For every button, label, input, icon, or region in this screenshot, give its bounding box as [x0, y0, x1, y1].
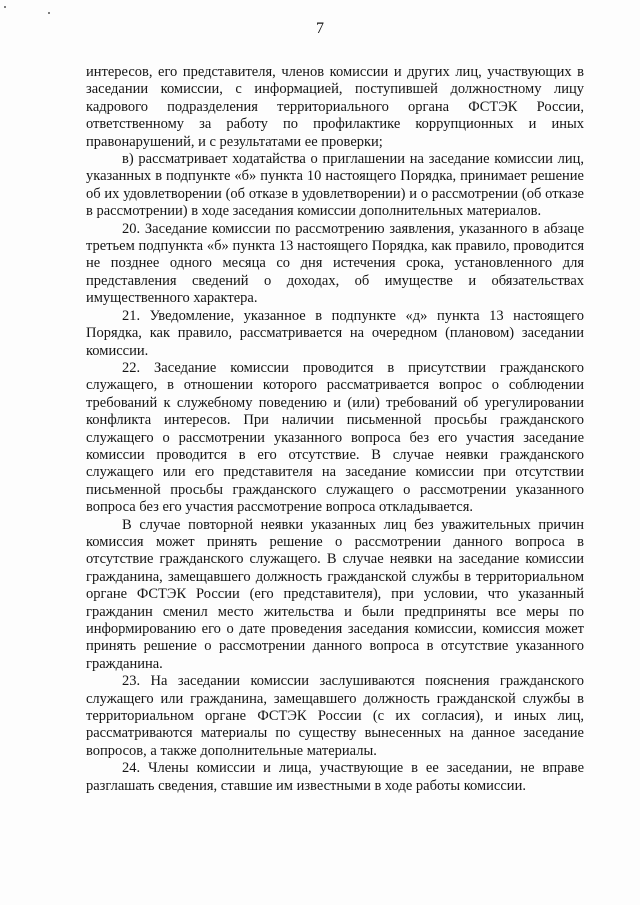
- scan-speck: [4, 6, 6, 8]
- paragraph-item-24: 24. Члены комиссии и лица, участвующие в ее заседании, не вправе разглашать сведения, ставшие им известными в ходе работы комиссии.: [86, 760, 584, 794]
- paragraph-item-23: 23. На заседании комиссии заслушиваются пояснения гражданского служащего или гражданина, замещавшего должность гражданской службы в территориальном органе ФСТЭК России (с их согласия), и иных лиц, рассматриваются материалы по существу вынесенных на данное заседание вопросов, а также дополнительные материалы.: [86, 673, 584, 759]
- scan-speck: [48, 12, 50, 14]
- paragraph-subitem-v: в) рассматривает ходатайства о приглашении на заседание комиссии лиц, указанных в подпункте «б» пункта 10 настоящего Порядка, принимает решение об их удовлетворении (об отказе в удовлетворении) и о рассмотрении (об отказе в рассмотрении) в ходе заседания комиссии дополнительных материалов.: [86, 151, 584, 220]
- paragraph-continuation: интересов, его представителя, членов комиссии и других лиц, участвующих в заседании комиссии, с информацией, поступившей должностному лицу кадрового подразделения территориального органа ФСТЭК России, ответственному за работу по профилактике коррупционных и иных правонарушений, и с результатами ее проверки;: [86, 64, 584, 150]
- paragraph-item-21: 21. Уведомление, указанное в подпункте «д» пункта 13 настоящего Порядка, как правило, рассматривается на очередном (плановом) заседании комиссии.: [86, 307, 584, 359]
- paragraph-item-22: 22. Заседание комиссии проводится в присутствии гражданского служащего, в отношении которого рассматривается вопрос о соблюдении требований к служебному поведению и (или) требований об урегулировании конфликта интересов. При наличии письменной просьбы гражданского служащего о рассмотрении указанного вопроса без его участия заседание комиссии проводится в его отсутствие. В случае неявки гражданского служащего или его представителя на заседание комиссии при отсутствии письменной просьбы гражданского служащего о рассмотрении указанного вопроса без его участия рассмотрение вопроса откладывается.: [86, 359, 584, 516]
- paragraph-item-20: 20. Заседание комиссии по рассмотрению заявления, указанного в абзаце третьем подпункта «б» пункта 13 настоящего Порядка, как правило, проводится не позднее одного месяца со дня истечения срока, установленного для представления сведений о доходах, об имуществе и обязательствах имущественного характера.: [86, 220, 584, 307]
- document-body: [86, 64, 584, 795]
- paragraph-item-22-continued: В случае повторной неявки указанных лиц без уважительных причин комиссия может принять решение о рассмотрении данного вопроса в отсутствие гражданского служащего. В случае неявки на заседание комиссии гражданина, замещавшего должность гражданской службы в территориальном органе ФСТЭК России (его представителя), при условии, что указанный гражданин сменил место жительства и были предприняты все меры по информированию его о дате проведения заседания комиссии, комиссия может принять решение о рассмотрении данного вопроса в отсутствие указанного гражданина.: [86, 516, 584, 672]
- page-number: 7: [316, 20, 324, 37]
